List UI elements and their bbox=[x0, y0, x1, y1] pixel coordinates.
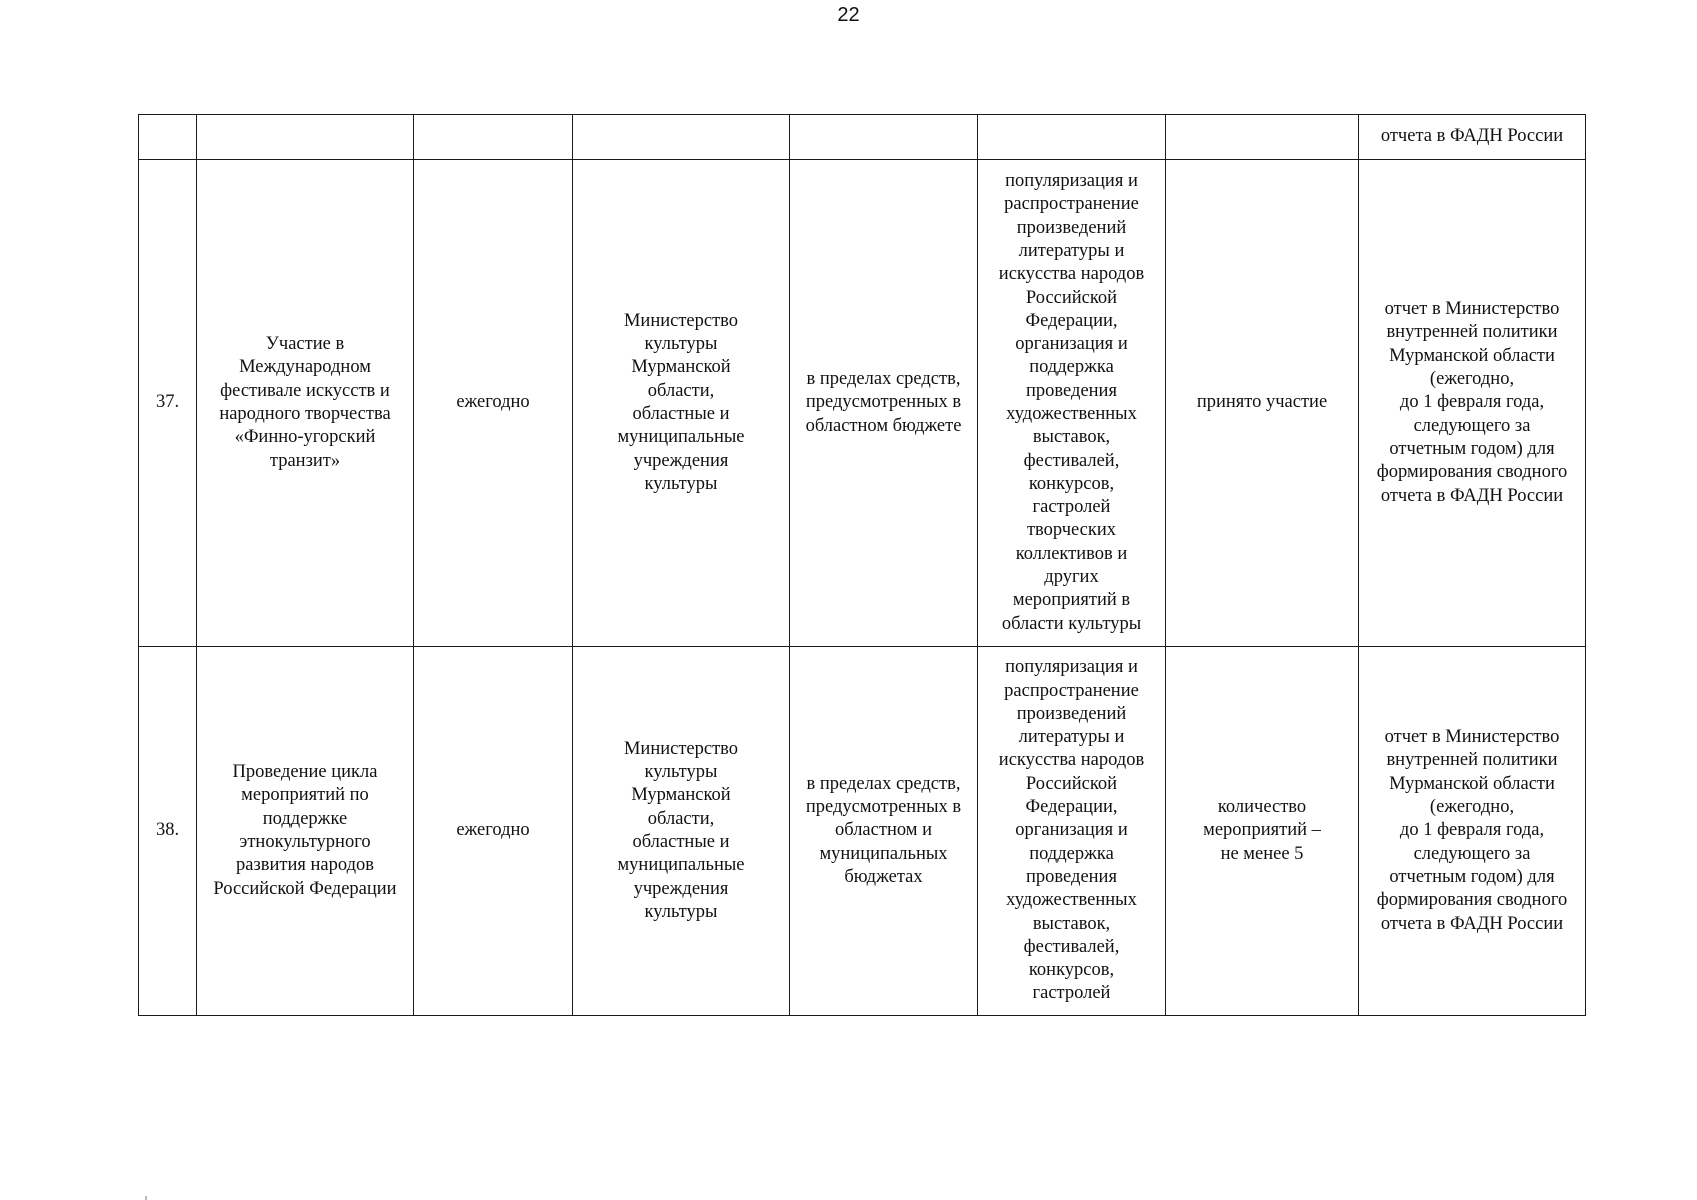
scan-mark bbox=[145, 1196, 147, 1200]
table-row bbox=[139, 647, 1586, 1016]
cell-measure-name: Проведение цикла мероприятий по поддержке этнокультурного развития народов Российской Федерации bbox=[197, 647, 414, 1016]
cell-result: принято участие bbox=[1166, 160, 1359, 647]
cell-financing: в пределах средств, предусмотренных в областном бюджете bbox=[790, 160, 978, 647]
cell-period: ежегодно bbox=[414, 647, 573, 1016]
cell-executors bbox=[573, 115, 790, 160]
page-number: 22 bbox=[837, 4, 860, 26]
measures-table bbox=[138, 114, 1586, 1016]
table-row bbox=[139, 160, 1586, 647]
cell-goals: популяризация и распространение произведений литературы и искусства народов Российской Федерации, организация и поддержка проведения художественных выставок, фестивалей, конкурсов, гастролей bbox=[978, 647, 1166, 1016]
cell-goals: популяризация и распространение произведений литературы и искусства народов Российской Федерации, организация и поддержка проведения художественных выставок, фестивалей, конкурсов, гастролей творческих коллективов и других мероприятий в области культуры bbox=[978, 160, 1166, 647]
cell-report: отчета в ФАДН России bbox=[1359, 115, 1586, 160]
cell-number: 38. bbox=[139, 647, 197, 1016]
cell-number: 37. bbox=[139, 160, 197, 647]
cell-period: ежегодно bbox=[414, 160, 573, 647]
cell-executors: Министерство культуры Мурманской области, областные и муниципальные учреждения культуры bbox=[573, 647, 790, 1016]
cell-period bbox=[414, 115, 573, 160]
cell-number bbox=[139, 115, 197, 160]
table-row bbox=[139, 115, 1586, 160]
cell-measure-name bbox=[197, 115, 414, 160]
cell-report: отчет в Министерство внутренней политики Мурманской области (ежегодно, до 1 февраля года, следующего за отчетным годом) для формирования сводного отчета в ФАДН России bbox=[1359, 647, 1586, 1016]
cell-report: отчет в Министерство внутренней политики Мурманской области (ежегодно, до 1 февраля года, следующего за отчетным годом) для формирования сводного отчета в ФАДН России bbox=[1359, 160, 1586, 647]
cell-goals bbox=[978, 115, 1166, 160]
cell-result bbox=[1166, 115, 1359, 160]
cell-financing bbox=[790, 115, 978, 160]
cell-result: количество мероприятий – не менее 5 bbox=[1166, 647, 1359, 1016]
cell-financing: в пределах средств, предусмотренных в областном и муниципальных бюджетах bbox=[790, 647, 978, 1016]
cell-executors: Министерство культуры Мурманской области, областные и муниципальные учреждения культуры bbox=[573, 160, 790, 647]
cell-measure-name: Участие в Международном фестивале искусств и народного творчества «Финно-угорский транзит» bbox=[197, 160, 414, 647]
